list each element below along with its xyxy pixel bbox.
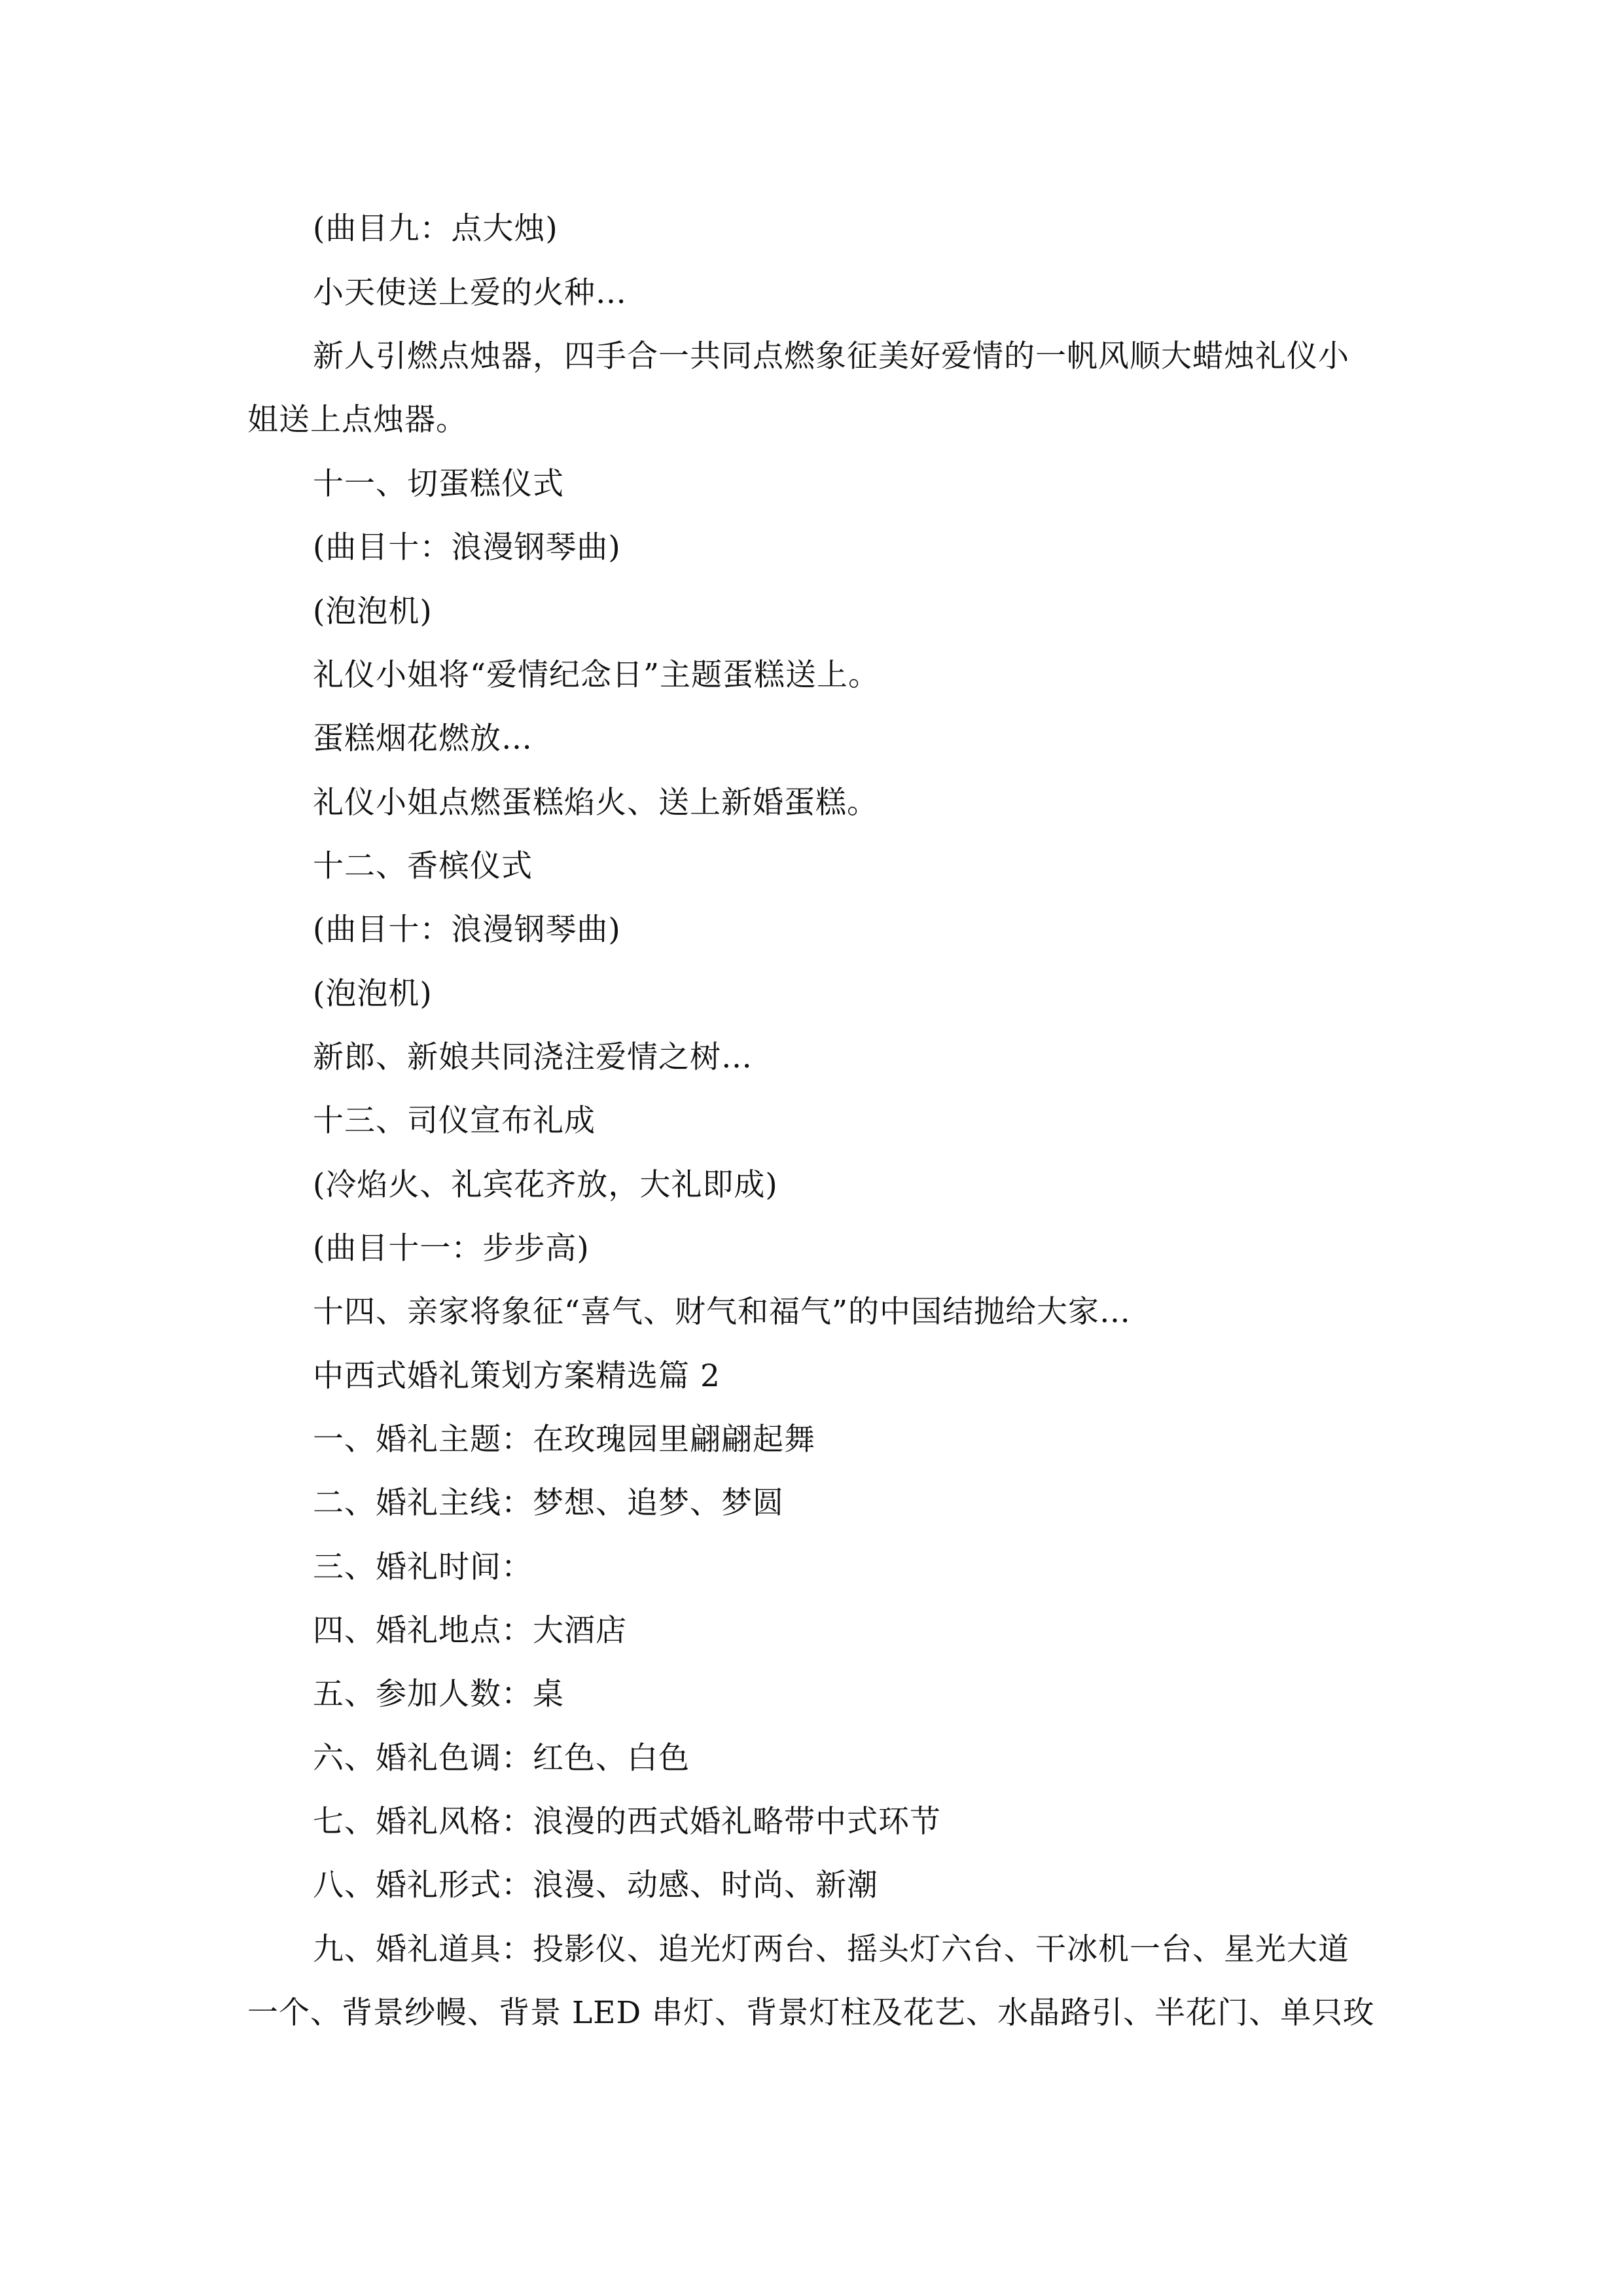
section-heading: 十三、司仪宣布礼成: [313, 1103, 596, 1139]
text-line: (曲目九：点大烛): [313, 211, 558, 247]
list-item: 八、婚礼形式：浪漫、动感、时尚、新潮: [313, 1867, 878, 1903]
list-item: 九、婚礼道具：投影仪、追光灯两台、摇头灯六台、干冰机一台、星光大道: [313, 1931, 1349, 1967]
list-item: 六、婚礼色调：红色、白色: [313, 1740, 690, 1776]
text-line: 新郎、新娘共同浇注爱情之树…: [313, 1039, 753, 1075]
list-item: 二、婚礼主线：梦想、追梦、梦圆: [313, 1485, 784, 1521]
list-item: 五、参加人数：桌: [313, 1676, 564, 1712]
section-heading: 十四、亲家将象征“喜气、财气和福气”的中国结抛给大家…: [313, 1294, 1132, 1330]
text-line: 礼仪小姐将“爱情纪念日”主题蛋糕送上。: [313, 657, 880, 693]
text-line: (曲目十：浪漫钢琴曲): [313, 912, 621, 948]
text-line: 蛋糕烟花燃放…: [313, 721, 533, 757]
list-item: 四、婚礼地点：大酒店: [313, 1613, 627, 1649]
list-item: 一、婚礼主题：在玫瑰园里翩翩起舞: [313, 1422, 815, 1458]
text-line: (曲目十一：步步高): [313, 1230, 590, 1266]
text-line: (曲目十：浪漫钢琴曲): [313, 529, 621, 565]
list-item: 七、婚礼风格：浪漫的西式婚礼略带中式环节: [313, 1804, 941, 1840]
list-item: 三、婚礼时间：: [313, 1549, 533, 1585]
document-title: 中西式婚礼策划方案精选篇 2: [313, 1358, 721, 1394]
section-heading: 十一、切蛋糕仪式: [313, 466, 564, 502]
text-line: 姐送上点烛器。: [247, 402, 467, 438]
text-line: 小天使送上爱的火种…: [313, 275, 627, 311]
text-line: (泡泡机): [313, 976, 433, 1012]
text-line: 一个、背景纱幔、背景 LED 串灯、背景灯柱及花艺、水晶路引、半花门、单只玫: [247, 1995, 1375, 2031]
section-heading: 十二、香槟仪式: [313, 848, 533, 884]
text-line: 新人引燃点烛器，四手合一共同点燃象征美好爱情的一帆风顺大蜡烛礼仪小: [313, 338, 1349, 374]
text-line: (冷焰火、礼宾花齐放，大礼即成): [313, 1167, 778, 1203]
text-line: (泡泡机): [313, 594, 433, 630]
text-line: 礼仪小姐点燃蛋糕焰火、送上新婚蛋糕。: [313, 785, 878, 821]
